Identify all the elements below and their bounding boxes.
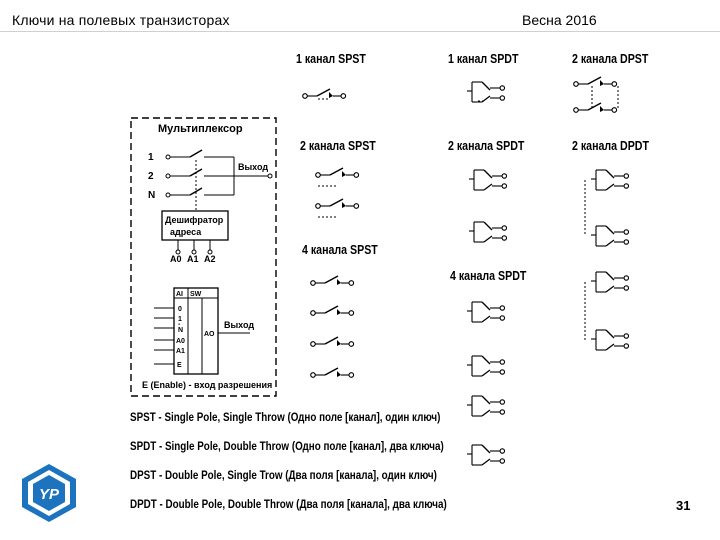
spdt-1-symbol — [467, 82, 505, 102]
label-dpdt-2: 2 канала DPDT — [572, 139, 649, 153]
mux-title: Мультиплексор — [158, 123, 243, 135]
slide-title: Ключи на полевых транзисторах — [12, 12, 230, 28]
legend-dpst: DPST - Double Pole, Single Trow (Два поля [канала], один ключ) — [130, 468, 437, 482]
chip-output-label: Выход — [224, 320, 255, 330]
chip-pin-a0: A0 — [176, 338, 185, 345]
addr-pin-a2: A2 — [204, 254, 216, 264]
spdt-4-symbol — [467, 302, 505, 465]
label-spst-1: 1 канал SPST — [296, 52, 366, 66]
dpdt-2-symbol — [585, 170, 629, 350]
mux-output-label: Выход — [238, 162, 269, 172]
dpst-2-symbol — [574, 77, 618, 112]
chip-header-sw: SW — [190, 291, 202, 298]
label-spst-4: 4 канала SPST — [302, 243, 378, 257]
chip-pin-e: E — [177, 362, 182, 369]
label-dpst-2: 2 канала DPST — [572, 52, 649, 66]
label-spdt-4: 4 канала SPDT — [450, 269, 527, 283]
enable-note: E (Enable) - вход разрешения — [142, 380, 273, 390]
logo-badge — [18, 462, 80, 524]
chip-pin-0: 0 — [178, 306, 182, 313]
chip-pin-n: N — [178, 327, 184, 334]
chip-pin-a1: A1 — [176, 348, 185, 355]
spst-2-symbol — [316, 168, 359, 217]
addr-pin-a0: A0 — [170, 254, 182, 264]
semester-label: Весна 2016 — [522, 12, 597, 28]
page-number: 31 — [676, 498, 691, 513]
label-spdt-2: 2 канала SPDT — [448, 139, 525, 153]
chip-pin-dash: - — [178, 321, 181, 328]
mux-input-2: 2 — [148, 171, 154, 182]
label-spdt-1: 1 канал SPDT — [448, 52, 519, 66]
decoder-label-1: Дешифратор — [165, 215, 224, 225]
spst-1-symbol — [303, 89, 346, 99]
spst-4-symbol — [311, 276, 354, 377]
logo-text: YP — [38, 486, 60, 503]
legend-spst: SPST - Single Pole, Single Throw (Одно поле [канал], один ключ) — [130, 410, 441, 424]
label-spst-2: 2 канала SPST — [300, 139, 376, 153]
chip-header-ai: AI — [176, 291, 183, 298]
mux-input-1: 1 — [148, 152, 154, 163]
spdt-2-symbol — [469, 170, 507, 242]
mux-input-n: N — [148, 190, 156, 201]
chip-pin-1: 1 — [178, 316, 182, 323]
decoder-label-2: адреса — [170, 227, 202, 237]
legend-dpdt: DPDT - Double Pole, Double Throw (Два поля [канала], два ключа) — [130, 497, 447, 511]
legend-spdt: SPDT - Single Pole, Double Throw (Одно поле [канал], два ключа) — [130, 439, 444, 453]
addr-pin-a1: A1 — [187, 254, 199, 264]
mux-switches — [166, 150, 272, 210]
chip-pin-ao: AO — [204, 331, 215, 338]
